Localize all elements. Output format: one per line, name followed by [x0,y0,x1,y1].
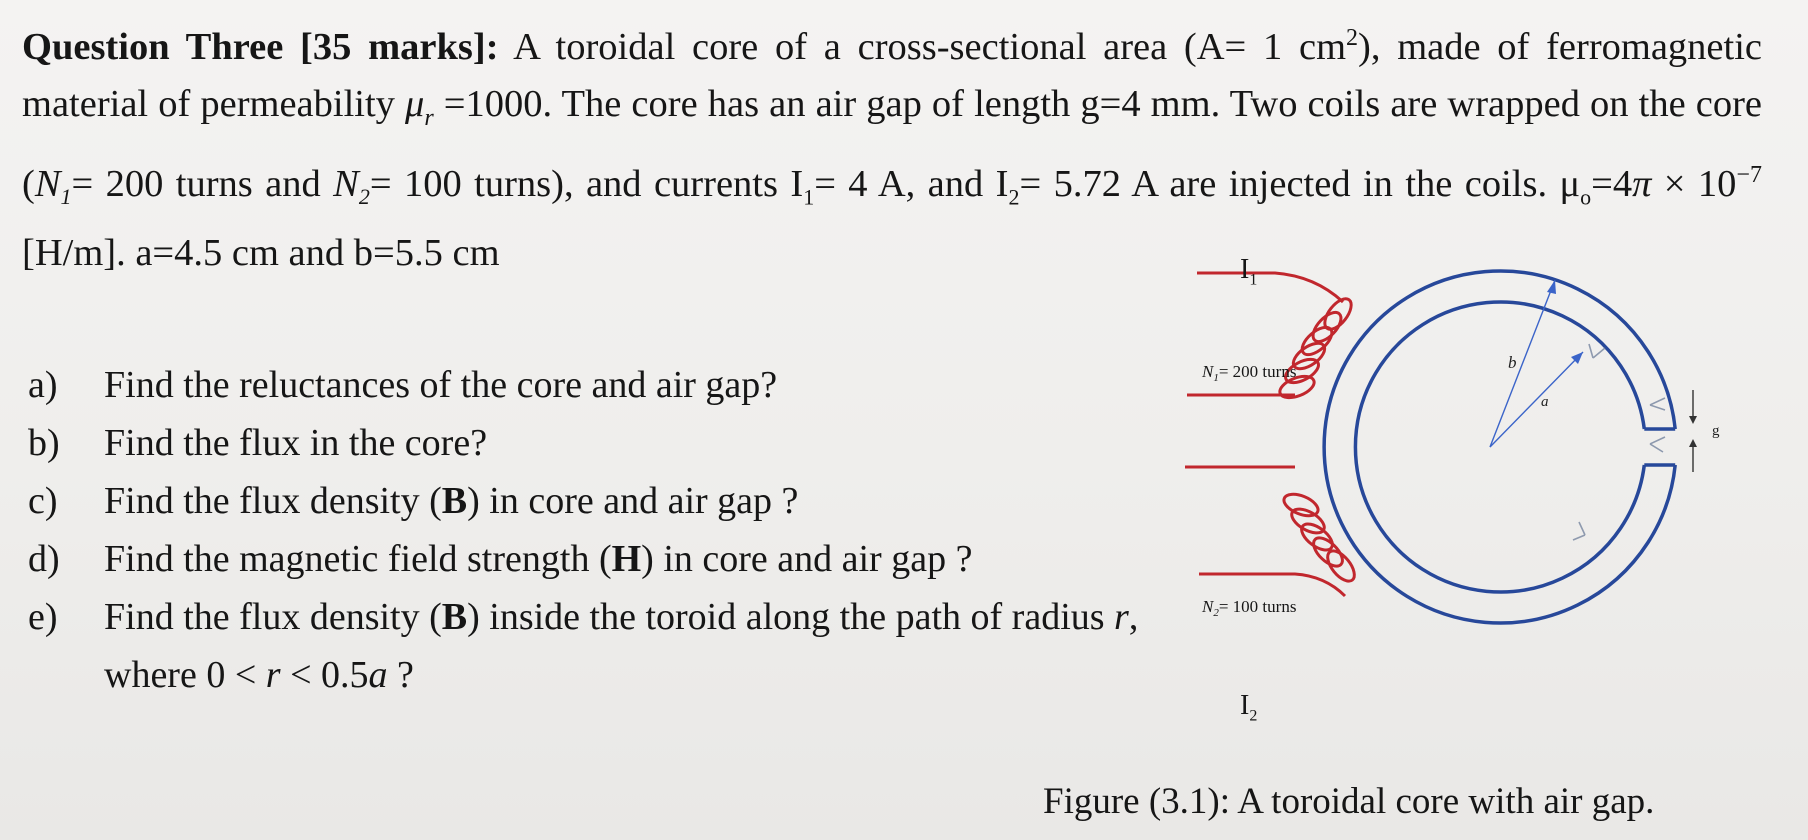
radius-b-arrowhead [1547,280,1556,294]
toroid-figure [1175,240,1795,760]
toroid-core-inner [1355,302,1644,592]
figure-caption: Figure (3.1): A toroidal core with air gap. [1043,781,1655,822]
flux-arrows [1573,344,1665,540]
label-i2: $I_2$ [1240,690,1258,725]
part-a: a) Find the reluctances of the core and air gap? [28,364,778,406]
part-e: e) Find the flux density (B) inside the toroid along the path of radius r, where 0 < r < 0.5a ? [28,596,1139,696]
question-statement: Question Three [35 marks]: A toroidal core of a cross-sectional area (A= 1 $cm^2$), made of ferromagnetic material of permeability $\mu_r =1000$. The core has an air gap of length g=4 mm. Two coils are wrapped on the core ($N_1= 200$ turns and $N_2= 100$ turns), and currents $I_1= 4$ A, and $I_2= 5.72$ A are injected in the coils. $\mu_o=4\pi \times 10^{-7}$ [H/m]. a=4.5 cm and b=5.5 cm [22,25,1762,275]
label-n1-turns: $N_1= 200$ turns [1202,362,1297,385]
label-g: g [1712,423,1720,439]
toroid-core-outer [1324,271,1675,623]
label-n2-turns: $N_2= 100$ turns [1202,597,1297,620]
label-i1: $I_1$ [1240,254,1258,289]
part-b: b) Find the flux in the core? [28,422,488,464]
question-parts [24,356,1154,704]
label-a: a [1541,394,1549,410]
gap-arrow-down-head [1689,416,1697,424]
radius-a-line [1490,352,1583,447]
label-b: b [1508,353,1517,372]
part-c: c) Find the flux density (B) in core and air gap ? [28,480,799,522]
gap-arrow-up-head [1689,439,1697,447]
part-d: d) Find the magnetic field strength (H) in core and air gap ? [28,538,973,580]
question-heading: Question Three [35 marks]: [22,25,499,68]
